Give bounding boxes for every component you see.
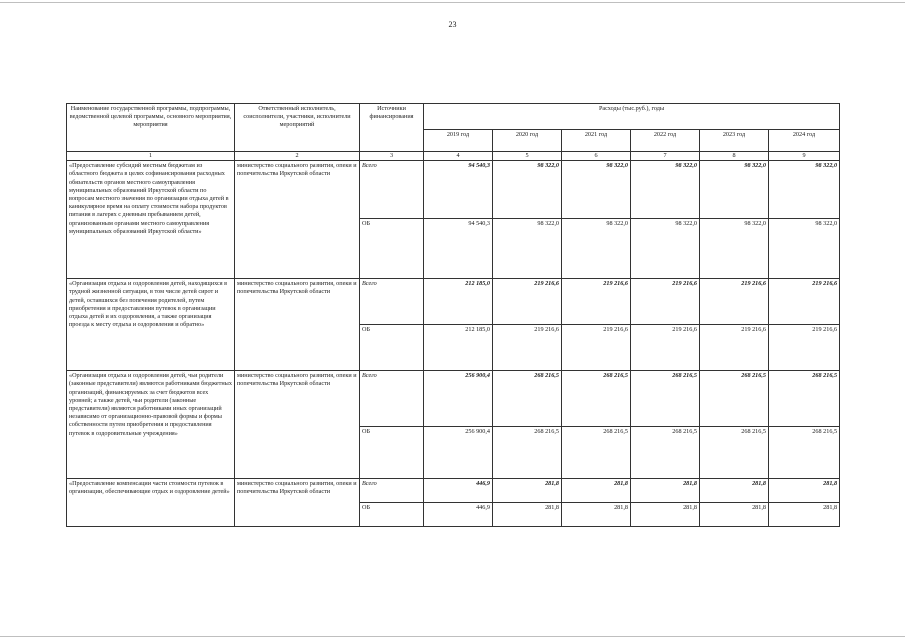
responsible: министерство социального развития, опеки и попечительства Иркутской области (235, 371, 360, 479)
header-name: Наименование государственной программы, подпрограммы, ведомственной целевой программы, основного мероприятия, мероприятия (67, 104, 235, 152)
value-ob: 256 900,4 (424, 427, 493, 479)
column-number-row (67, 152, 840, 161)
value-total: 219 216,6 (631, 279, 700, 325)
column-number: 2 (235, 152, 360, 161)
value-total: 219 216,6 (769, 279, 840, 325)
table-row (67, 161, 840, 219)
value-total: 98 322,0 (562, 161, 631, 219)
value-total: 219 216,6 (700, 279, 769, 325)
column-number: 1 (67, 152, 235, 161)
value-total: 219 216,6 (493, 279, 562, 325)
value-ob: 219 216,6 (769, 325, 840, 371)
value-total: 212 185,0 (424, 279, 493, 325)
value-ob: 446,9 (424, 503, 493, 527)
value-ob: 281,8 (769, 503, 840, 527)
value-total: 281,8 (631, 479, 700, 503)
value-ob: 98 322,0 (562, 219, 631, 279)
page-number: 23 (448, 20, 457, 29)
column-number: 5 (493, 152, 562, 161)
value-ob: 268 216,5 (493, 427, 562, 479)
column-number: 6 (562, 152, 631, 161)
column-number: 4 (424, 152, 493, 161)
header-expenses: Расходы (тыс.руб.), годы (424, 104, 840, 130)
value-ob: 268 216,5 (700, 427, 769, 479)
budget-table (66, 103, 840, 527)
header-year: 2022 год (631, 130, 700, 152)
value-ob: 219 216,6 (562, 325, 631, 371)
event-name: «Организация отдыха и оздоровления детей, чьи родители (законные представители) являются работниками бюджетных организаций, финансируемых за счет бюджетов всех уровней; а также детей, чьи родители (законные представители) являются работниками иных организаций независимо от организационно-правовой формы и формы собственности путем приобретения и предоставления путевок в оздоровительные учреждения» (67, 371, 235, 479)
column-number: 7 (631, 152, 700, 161)
value-total: 446,9 (424, 479, 493, 503)
value-total: 268 216,5 (493, 371, 562, 427)
header-year: 2021 год (562, 130, 631, 152)
value-ob: 219 216,6 (700, 325, 769, 371)
scan-artifact-bottom (0, 636, 905, 637)
value-ob: 281,8 (493, 503, 562, 527)
value-ob: 219 216,6 (493, 325, 562, 371)
header-year: 2023 год (700, 130, 769, 152)
value-ob: 268 216,5 (769, 427, 840, 479)
value-ob: 98 322,0 (631, 219, 700, 279)
value-ob: 268 216,5 (562, 427, 631, 479)
table-row (67, 371, 840, 427)
source-total: Всего (360, 161, 424, 219)
responsible: министерство социального развития, опеки и попечительства Иркутской области (235, 479, 360, 527)
value-ob: 268 216,5 (631, 427, 700, 479)
source-ob: ОБ (360, 503, 424, 527)
scan-artifact-top (0, 2, 905, 3)
value-total: 281,8 (562, 479, 631, 503)
value-total: 219 216,6 (562, 279, 631, 325)
source-total: Всего (360, 479, 424, 503)
value-total: 281,8 (493, 479, 562, 503)
column-number: 8 (700, 152, 769, 161)
source-total: Всего (360, 279, 424, 325)
event-name: «Предоставление субсидий местным бюджетам из областного бюджета в целях софинансирования расходных обязательств органов местного самоуправления муниципальных образований Иркутской области по вопросам местного значения по организации отдыха детей в каникулярное время на оплату стоимости набора продуктов питания в лагерях с дневным пребыванием детей, организованным органами местного самоуправления муниципальных образований Иркутской области» (67, 161, 235, 279)
value-total: 98 322,0 (700, 161, 769, 219)
value-ob: 98 322,0 (700, 219, 769, 279)
value-total: 268 216,5 (562, 371, 631, 427)
value-total: 94 540,3 (424, 161, 493, 219)
event-name: «Организация отдыха и оздоровления детей, находящихся в трудной жизненной ситуации, в том числе детей сирот и детей, оставшихся без попечения родителей, путем приобретения и предоставления путевок в организации отдыха детей и их оздоровления, а также организация проезда к месту отдыха и оздоровления и обратно» (67, 279, 235, 371)
value-ob: 281,8 (562, 503, 631, 527)
value-ob: 212 185,0 (424, 325, 493, 371)
value-ob: 281,8 (631, 503, 700, 527)
value-ob: 94 540,3 (424, 219, 493, 279)
value-ob: 98 322,0 (769, 219, 840, 279)
responsible: министерство социального развития, опеки и попечительства Иркутской области (235, 161, 360, 279)
value-ob: 281,8 (700, 503, 769, 527)
value-total: 281,8 (769, 479, 840, 503)
value-total: 98 322,0 (631, 161, 700, 219)
value-total: 268 216,5 (769, 371, 840, 427)
event-name: «Предоставление компенсации части стоимости путевок в организации, обеспечивающие отдых и оздоровление детей» (67, 479, 235, 527)
responsible: министерство социального развития, опеки и попечительства Иркутской области (235, 279, 360, 371)
value-total: 281,8 (700, 479, 769, 503)
value-total: 256 900,4 (424, 371, 493, 427)
value-ob: 219 216,6 (631, 325, 700, 371)
value-ob: 98 322,0 (493, 219, 562, 279)
header-year: 2024 год (769, 130, 840, 152)
source-ob: ОБ (360, 427, 424, 479)
source-ob: ОБ (360, 325, 424, 371)
header-source: Источники финансирования (360, 104, 424, 152)
source-total: Всего (360, 371, 424, 427)
column-number: 3 (360, 152, 424, 161)
header-year: 2019 год (424, 130, 493, 152)
value-total: 268 216,5 (631, 371, 700, 427)
table-row (67, 479, 840, 503)
value-total: 98 322,0 (493, 161, 562, 219)
value-total: 268 216,5 (700, 371, 769, 427)
header-year: 2020 год (493, 130, 562, 152)
header-responsible: Ответственный исполнитель, соисполнители, участники, исполнители мероприятий (235, 104, 360, 152)
table-row (67, 279, 840, 325)
source-ob: ОБ (360, 219, 424, 279)
column-number: 9 (769, 152, 840, 161)
value-total: 98 322,0 (769, 161, 840, 219)
